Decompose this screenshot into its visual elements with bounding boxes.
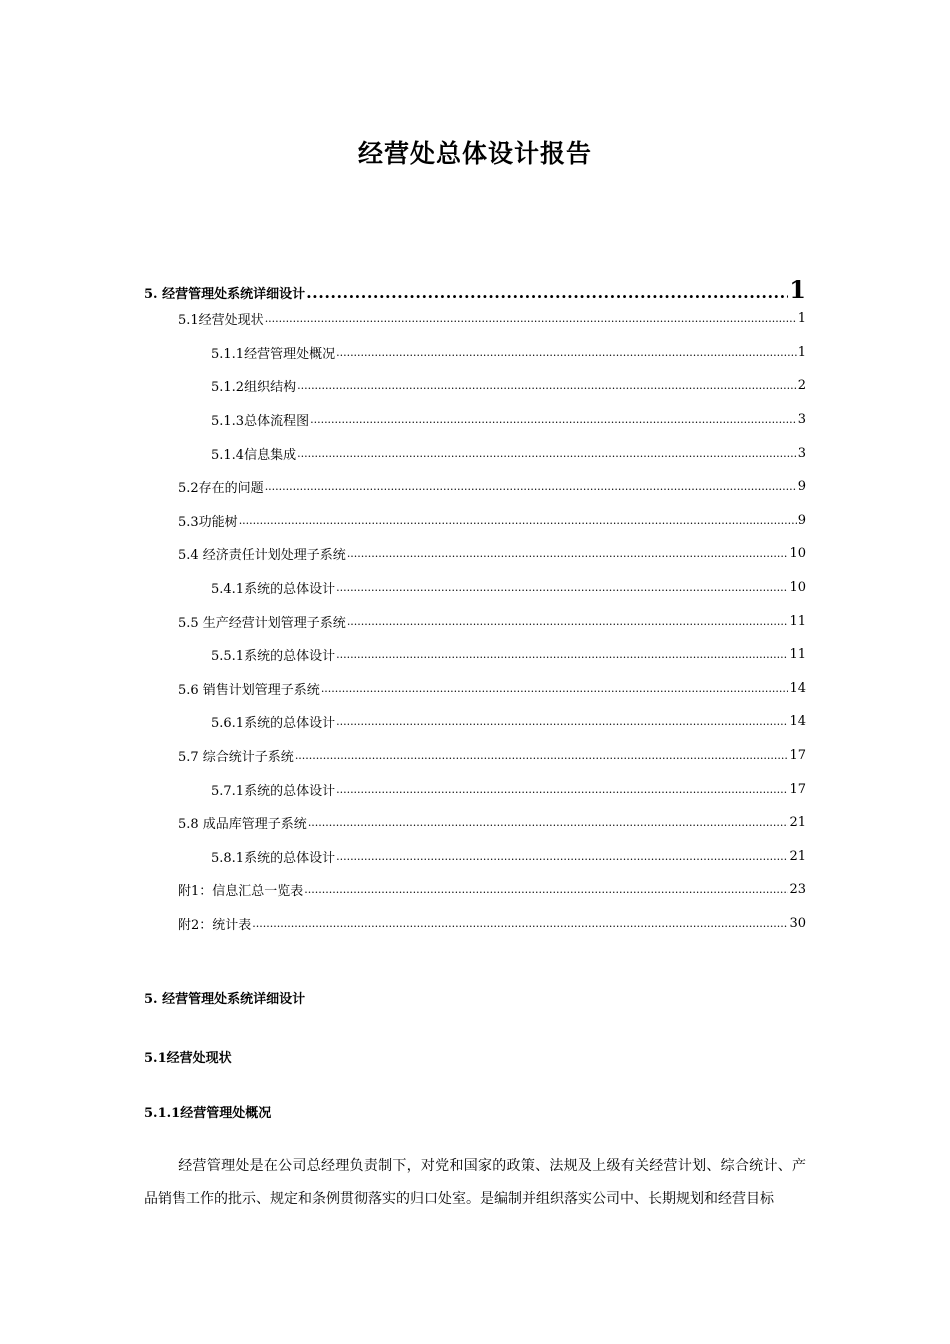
toc-entry-page: 1 xyxy=(797,311,806,327)
toc-entry-label: 5.5.1系统的总体设计 xyxy=(211,649,336,665)
toc-leader-dots xyxy=(295,749,789,762)
toc-entry-page: 11 xyxy=(789,647,806,663)
toc-leader-dots xyxy=(336,850,788,863)
toc-entry-page: 17 xyxy=(789,748,806,764)
toc-entry-page: 1 xyxy=(789,275,806,304)
toc-entry[interactable] xyxy=(144,604,806,638)
toc-entry-page: 11 xyxy=(789,613,806,629)
toc-entry[interactable] xyxy=(144,436,806,470)
body-paragraph xyxy=(144,1150,806,1216)
toc-leader-dots xyxy=(321,682,789,695)
toc-leader-dots xyxy=(304,883,788,896)
toc-entry-page: 9 xyxy=(797,512,806,528)
toc-entry-page: 21 xyxy=(789,815,806,831)
document-title: 经营处总体设计报告 xyxy=(357,139,592,168)
toc-leader-dots xyxy=(336,648,788,661)
body-paragraph-text: 经营管理处是在公司总经理负责制下，对党和国家的政策、法规及上级有关经营计划、综合统计、产品销售工作的批示、规定和条例贯彻落实的归口处室。是编制并组织落实公司中、长期规划和经营目标 xyxy=(144,1158,806,1207)
toc-leader-dots xyxy=(336,346,797,359)
toc-entry-page: 14 xyxy=(789,680,806,696)
toc-entry[interactable] xyxy=(144,907,806,941)
toc-entry-label: 5.2存在的问题 xyxy=(178,481,264,497)
toc-leader-dots xyxy=(297,447,797,460)
toc-entry-page: 3 xyxy=(797,445,806,461)
toc-entry[interactable] xyxy=(144,262,806,302)
toc-entry[interactable] xyxy=(144,873,806,907)
toc-entry[interactable] xyxy=(144,772,806,806)
toc-entry[interactable] xyxy=(144,672,806,706)
table-of-contents xyxy=(144,262,806,940)
toc-entry-label: 5.6.1系统的总体设计 xyxy=(211,716,336,732)
toc-entry-label: 附1：信息汇总一览表 xyxy=(178,884,304,900)
toc-entry-page: 17 xyxy=(789,781,806,797)
toc-leader-dots xyxy=(347,615,789,628)
toc-entry-label: 5. 经营管理处系统详细设计 xyxy=(144,287,306,302)
toc-leader-dots xyxy=(310,413,797,426)
toc-leader-dots xyxy=(297,379,797,392)
toc-entry-label: 5.1.4信息集成 xyxy=(211,447,297,463)
section-heading-5-1: 5.1经营处现状 xyxy=(144,1051,232,1066)
toc-entry-label: 5.1.3总体流程图 xyxy=(211,414,310,430)
toc-entry-page: 14 xyxy=(789,714,806,730)
toc-entry-page: 9 xyxy=(797,479,806,495)
toc-entry-label: 5.5 生产经营计划管理子系统 xyxy=(178,615,346,631)
section-heading-5-1-1: 5.1.1经营管理处概况 xyxy=(144,1106,272,1121)
toc-entry-label: 5.3功能树 xyxy=(178,514,238,530)
toc-entry[interactable] xyxy=(144,403,806,437)
toc-entry[interactable] xyxy=(144,470,806,504)
toc-entry-label: 5.1.2组织结构 xyxy=(211,380,297,396)
toc-leader-dots xyxy=(239,514,797,527)
toc-entry[interactable] xyxy=(144,369,806,403)
toc-entry-page: 2 xyxy=(797,378,806,394)
toc-leader-dots xyxy=(252,917,788,930)
toc-entry-page: 10 xyxy=(789,580,806,596)
toc-entry-page: 10 xyxy=(789,546,806,562)
toc-leader-dots xyxy=(306,283,788,302)
toc-entry[interactable] xyxy=(144,739,806,773)
toc-entry-page: 21 xyxy=(789,848,806,864)
toc-entry[interactable] xyxy=(144,806,806,840)
toc-entry-label: 5.4.1系统的总体设计 xyxy=(211,582,336,598)
toc-leader-dots xyxy=(336,783,788,796)
toc-leader-dots xyxy=(336,715,788,728)
toc-leader-dots xyxy=(347,547,789,560)
toc-entry[interactable] xyxy=(144,705,806,739)
toc-entry[interactable] xyxy=(144,840,806,874)
toc-entry-label: 5.1.1经营管理处概况 xyxy=(211,346,336,362)
toc-leader-dots xyxy=(265,312,797,325)
toc-entry-label: 附2：统计表 xyxy=(178,917,252,933)
toc-entry-label: 5.7.1系统的总体设计 xyxy=(211,783,336,799)
toc-entry-label: 5.7 综合统计子系统 xyxy=(178,750,294,766)
toc-entry-label: 5.4 经济责任计划处理子系统 xyxy=(178,548,346,564)
toc-leader-dots xyxy=(308,816,789,829)
toc-entry-page: 1 xyxy=(797,344,806,360)
toc-entry-page: 3 xyxy=(797,412,806,428)
toc-leader-dots xyxy=(265,480,797,493)
toc-entry-label: 5.6 销售计划管理子系统 xyxy=(178,682,320,698)
toc-leader-dots xyxy=(336,581,788,594)
toc-entry-label: 5.8 成品库管理子系统 xyxy=(178,817,307,833)
toc-entry-page: 30 xyxy=(789,915,806,931)
toc-entry[interactable] xyxy=(144,638,806,672)
toc-entry[interactable] xyxy=(144,336,806,370)
toc-entry[interactable] xyxy=(144,537,806,571)
section-heading-5: 5. 经营管理处系统详细设计 xyxy=(144,992,306,1007)
toc-entry-page: 23 xyxy=(789,882,806,898)
toc-entry[interactable] xyxy=(144,571,806,605)
toc-entry[interactable] xyxy=(144,302,806,336)
toc-entry-label: 5.1经营处现状 xyxy=(178,313,264,329)
toc-entry[interactable] xyxy=(144,504,806,538)
toc-entry-label: 5.8.1系统的总体设计 xyxy=(211,850,336,866)
